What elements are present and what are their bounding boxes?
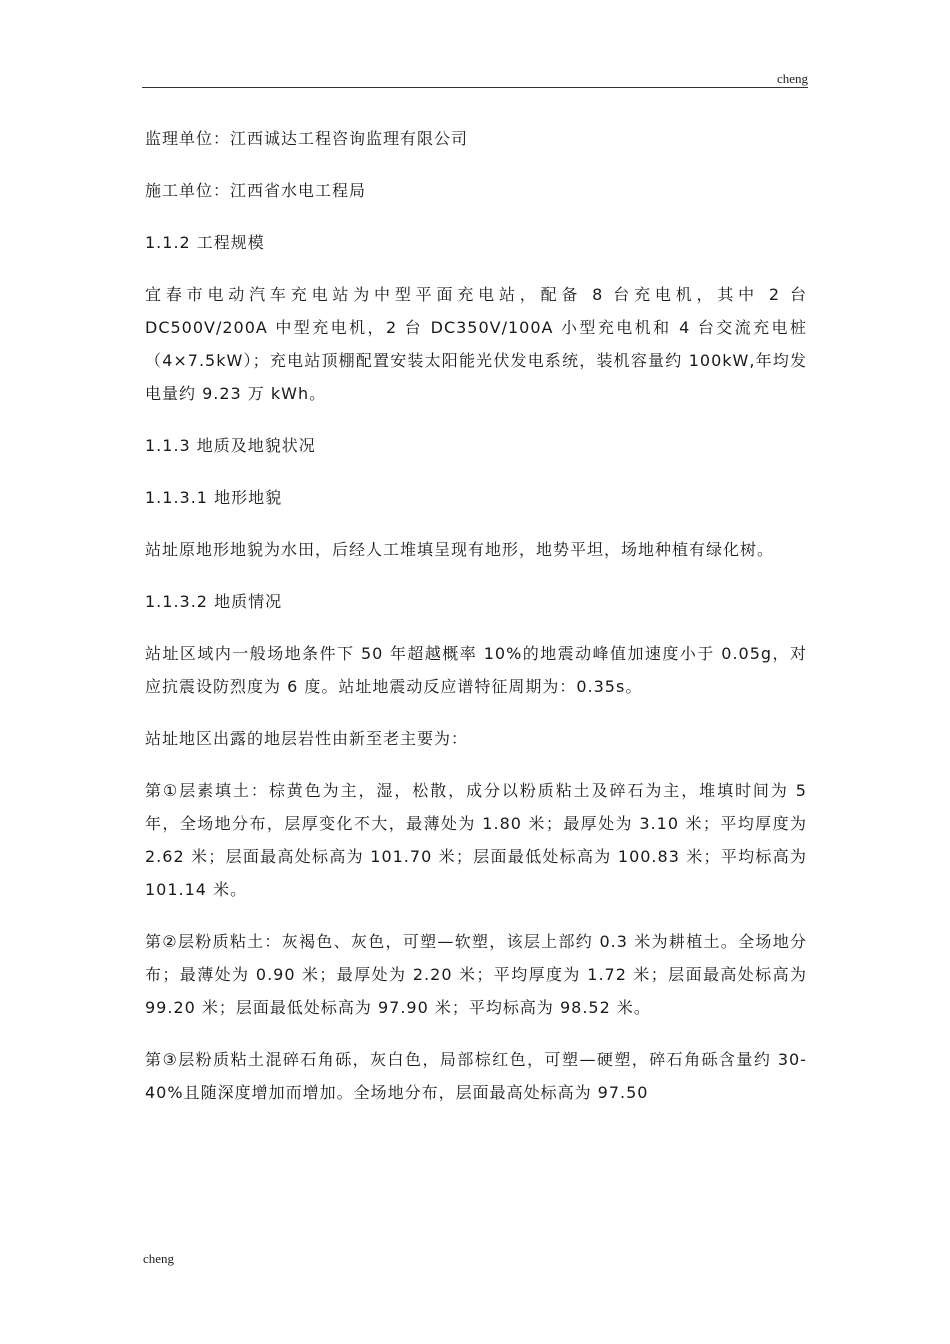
strata-intro-paragraph: 站址地区出露的地层岩性由新至老主要为：	[145, 729, 469, 748]
page-footer: cheng	[143, 1251, 175, 1266]
seismic-paragraph: 站址区域内一般场地条件下 50 年超越概率 10%的地震动峰值加速度小于 0.05g，对应抗震设防烈度为 6 度。站址地震动反应谱特征周期为：0.35s。	[145, 644, 807, 696]
page-header: cheng	[776, 71, 808, 86]
terrain-paragraph: 站址原地形地貌为水田，后经人工堆填呈现有地形，地势平坦，场地种植有绿化树。	[145, 540, 775, 559]
section-heading-1-1-2: 1.1.2 工程规模	[145, 233, 265, 252]
supervision-unit-line: 监理单位：江西诚达工程咨询监理有限公司	[145, 129, 469, 148]
layer-1-paragraph: 第①层素填土：棕黄色为主，湿，松散，成分以粉质粘土及碎石为主，堆填时间为 5 年，全场地分布，层厚变化不大，最薄处为 1.80 米；最厚处为 3.10 米；平均厚度为 2.62 米；层面最高处标高为 101.70 米；层面最低处标高为 100.83 米；平均标高为 101.14 米。	[145, 781, 807, 899]
section-heading-1-1-3-1: 1.1.3.1 地形地貌	[145, 488, 283, 507]
construction-unit-line: 施工单位：江西省水电工程局	[145, 181, 367, 200]
project-scale-paragraph: 宜春市电动汽车充电站为中型平面充电站，配备 8 台充电机，其中 2 台 DC500V/200A 中型充电机，2 台 DC350V/100A 小型充电机和 4 台交流充电桩（4×7.5kW）；充电站顶棚配置安装太阳能光伏发电系统，装机容量约 100kW,年均发电量约 9.23 万 kWh。	[145, 285, 807, 403]
header-divider	[142, 87, 808, 88]
section-heading-1-1-3: 1.1.3 地质及地貌状况	[145, 436, 316, 455]
section-heading-1-1-3-2: 1.1.3.2 地质情况	[145, 592, 283, 611]
document-body	[145, 122, 807, 1128]
layer-2-paragraph: 第②层粉质粘土：灰褐色、灰色，可塑—软塑，该层上部约 0.3 米为耕植土。全场地分布；最薄处为 0.90 米；最厚处为 2.20 米；平均厚度为 1.72 米；层面最高处标高为 99.20 米；层面最低处标高为 97.90 米；平均标高为 98.52 米。	[145, 932, 807, 1017]
layer-3-paragraph: 第③层粉质粘土混碎石角砾，灰白色，局部棕红色，可塑—硬塑，碎石角砾含量约 30-40%且随深度增加而增加。全场地分布，层面最高处标高为 97.50	[145, 1050, 807, 1102]
